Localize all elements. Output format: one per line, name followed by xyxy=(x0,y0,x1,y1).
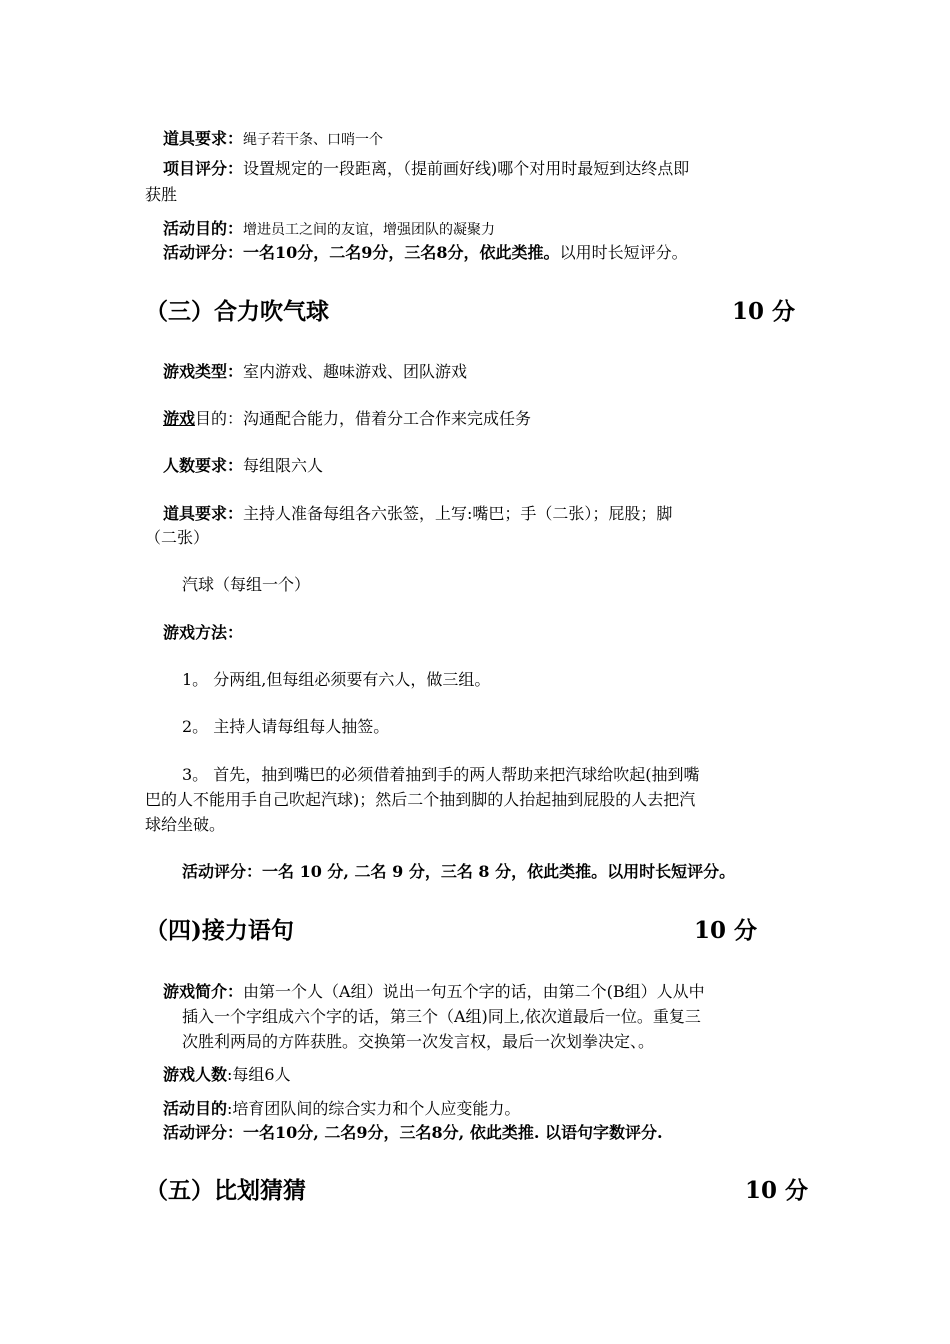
people-label: 人数要求： xyxy=(163,456,244,475)
game-goal-label-underlined: 游戏 xyxy=(163,409,196,428)
step-2: 2。 主持人请每组每人抽签。 xyxy=(182,717,390,736)
score-line-1 xyxy=(163,157,689,181)
intro-line-2: 插入一个字组成六个字的话，第三个（A组)同上,依次道最后一位。重复三 xyxy=(182,1007,701,1026)
intro-label: 游戏简介： xyxy=(163,982,244,1001)
step-1: 1。 分两组,但每组必须要有六人，做三组。 xyxy=(182,670,491,689)
props-line-3 xyxy=(163,502,672,526)
game-people-value: :每组6人 xyxy=(227,1065,291,1084)
section-3-score: 10 分 xyxy=(732,298,796,325)
score-value-2: 获胜 xyxy=(145,185,178,204)
props-value-3-3: 汽球（每组一个） xyxy=(182,575,311,594)
method-label: 游戏方法： xyxy=(163,623,244,642)
step-3-line-2: 巴的人不能用手自己吹起汽球)；然后二个抽到脚的人抬起抽到屁股的人去把汽 xyxy=(145,790,696,809)
activity-purpose-label: 活动目的 xyxy=(163,1099,228,1118)
intro-line-1 xyxy=(163,980,705,1004)
rating-label: 活动评分： xyxy=(163,243,244,262)
section-4-rating: 活动评分：一名10分, 二名9分，三名8分, 依此类推. 以语句字数评分. xyxy=(163,1123,663,1142)
score-value-1: 设置规定的一段距离，（提前画好线)哪个对用时最短到达终点即 xyxy=(243,159,690,178)
game-type-line xyxy=(163,360,467,384)
rating-bold: 一名10分，二名9分，三名8分，依此类推。 xyxy=(243,243,560,262)
section-3-title: （三）合力吹气球 xyxy=(145,298,329,325)
people-value: 每组限六人 xyxy=(243,456,324,475)
game-people-label: 游戏人数 xyxy=(163,1065,228,1084)
intro-value-1: 由第一个人（A组）说出一句五个字的话，由第二个(B组）人从中 xyxy=(243,982,705,1001)
rating-rest: 以用时长短评分。 xyxy=(559,243,688,262)
activity-purpose-value: :培育团队间的综合实力和个人应变能力。 xyxy=(227,1099,521,1118)
section-4-title: （四)接力语句 xyxy=(145,917,294,944)
game-goal-value: 沟通配合能力，借着分工合作来完成任务 xyxy=(243,409,532,428)
props-value-3-2: （二张） xyxy=(145,528,210,547)
props-value-3-1: 主持人准备每组各六张签，上写:嘴巴；手（二张）；屁股；脚 xyxy=(243,504,673,523)
game-people-line xyxy=(163,1063,291,1087)
game-goal-line xyxy=(163,407,531,431)
purpose-line xyxy=(163,217,495,241)
section-5-score: 10 分 xyxy=(745,1177,809,1204)
props-label: 道具要求： xyxy=(163,129,244,148)
rating-line xyxy=(163,241,688,265)
score-label: 项目评分： xyxy=(163,159,244,178)
step-3-line-3: 球给坐破。 xyxy=(145,815,226,834)
game-type-value: 室内游戏、趣味游戏、团队游戏 xyxy=(243,362,468,381)
section-4-score: 10 分 xyxy=(694,917,758,944)
people-line xyxy=(163,454,323,478)
game-type-label: 游戏类型： xyxy=(163,362,244,381)
intro-line-3: 次胜利两局的方阵获胜。交换第一次发言权，最后一次划拳决定、。 xyxy=(182,1032,655,1051)
step-3-line-1: 3。 首先，抽到嘴巴的必须借着抽到手的两人帮助来把汽球给吹起(抽到嘴 xyxy=(182,765,700,784)
props-label-3: 道具要求： xyxy=(163,504,244,523)
game-goal-label-rest: 目的： xyxy=(195,409,244,428)
props-value: 绳子若干条、口哨一个 xyxy=(243,132,384,148)
section-3-rating: 活动评分：一名 10 分, 二名 9 分，三名 8 分，依此类推。以用时长短评分。 xyxy=(182,862,736,881)
section-5-title: （五）比划猜猜 xyxy=(145,1177,306,1204)
purpose-value: 增进员工之间的友谊，增强团队的凝聚力 xyxy=(243,222,496,238)
purpose-label: 活动目的： xyxy=(163,219,244,238)
props-line xyxy=(163,127,383,151)
activity-purpose-line xyxy=(163,1097,520,1121)
